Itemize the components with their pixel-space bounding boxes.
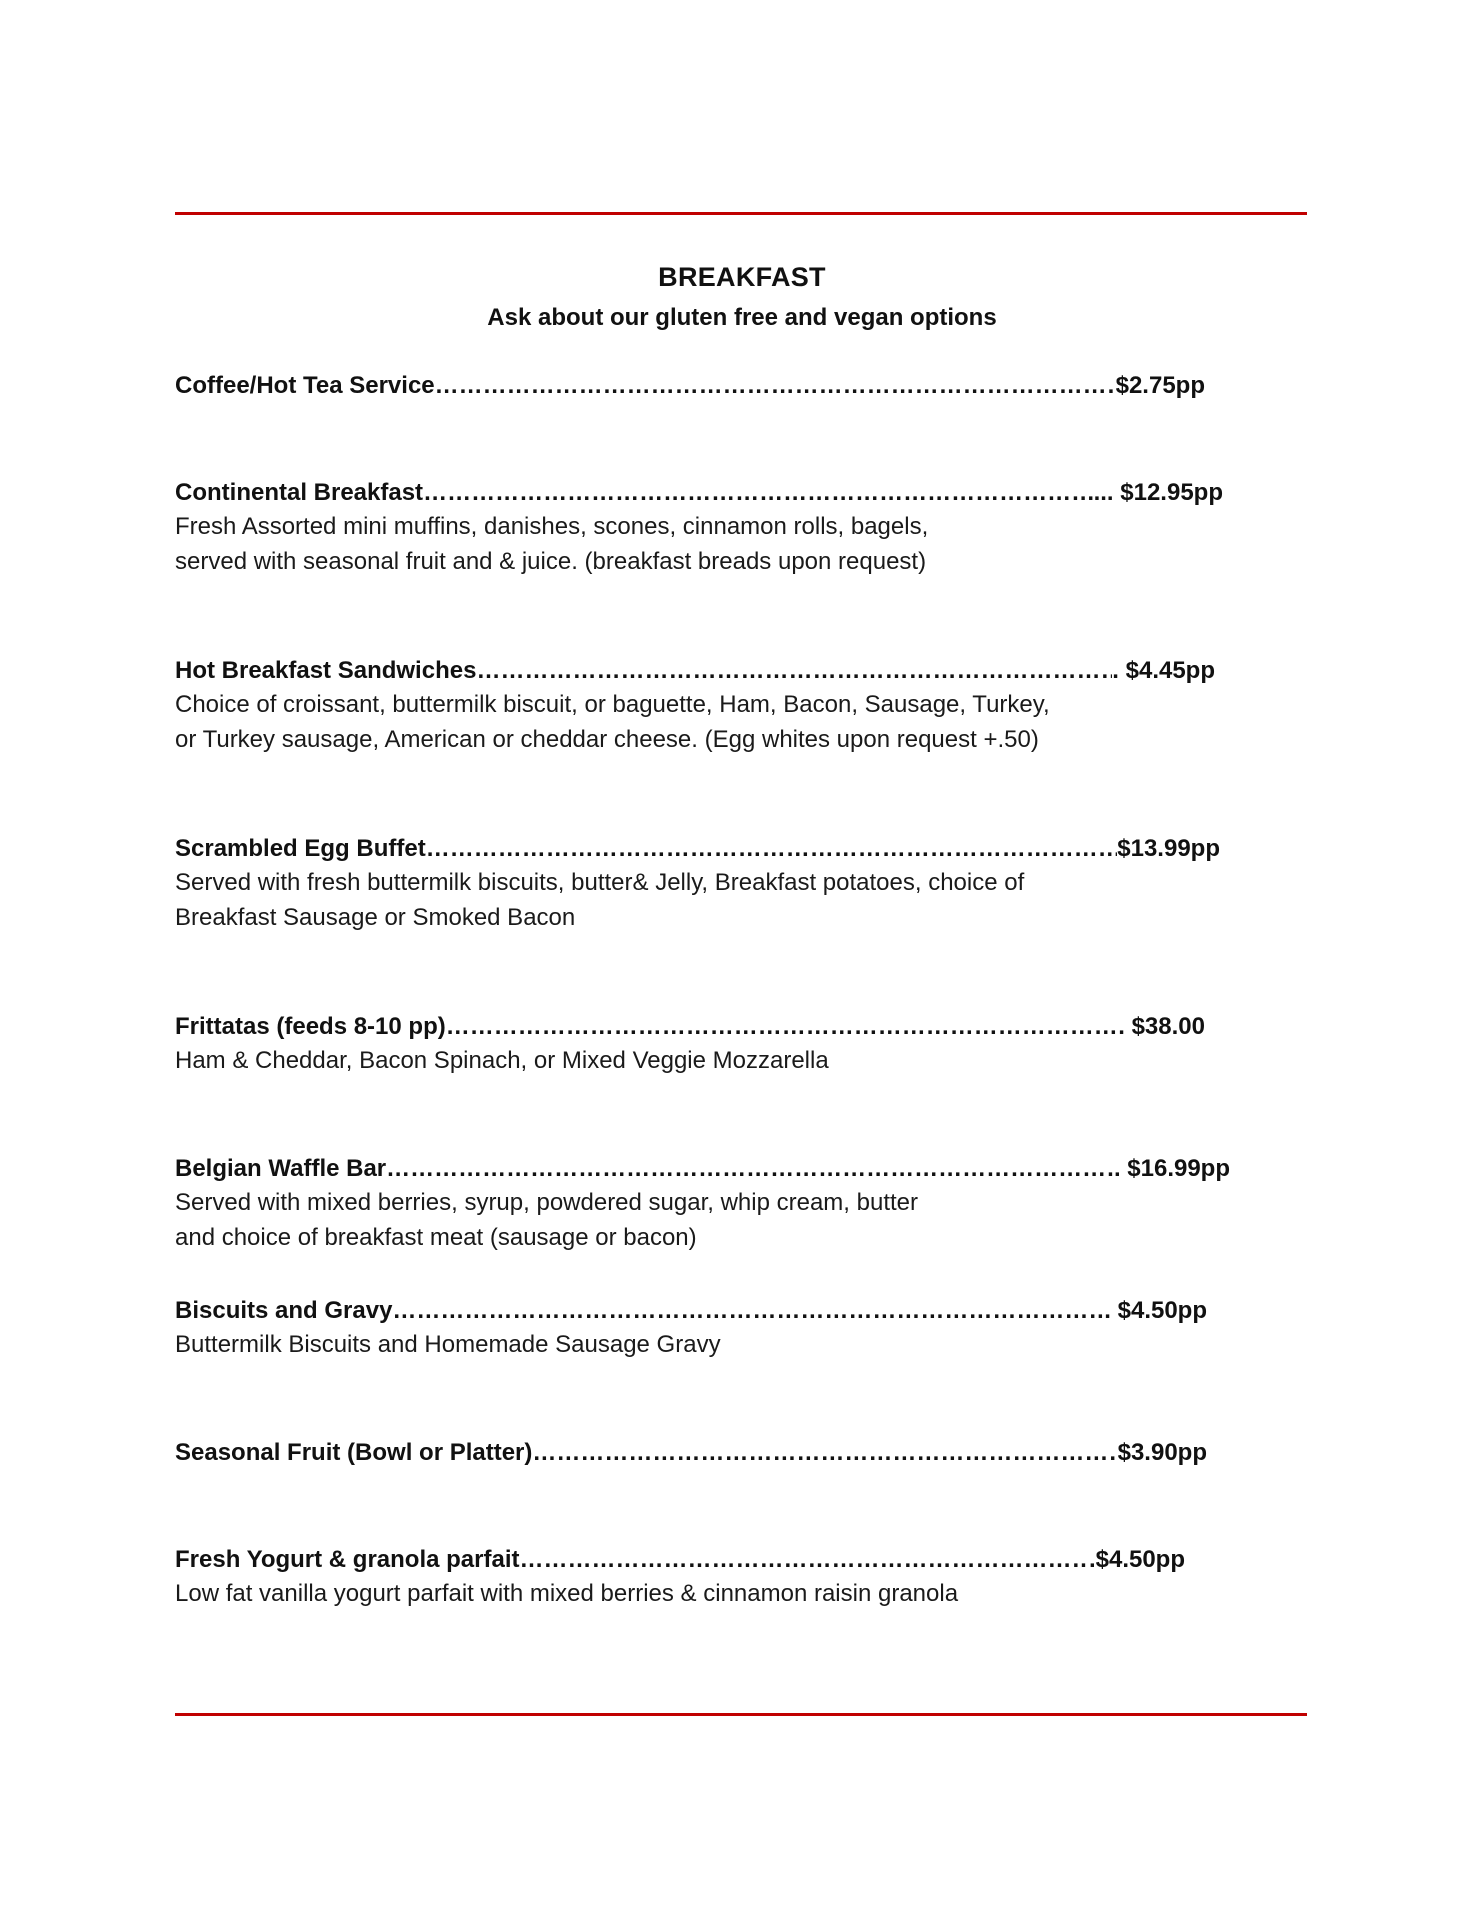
menu-item	[175, 1153, 1230, 1255]
menu-item-description: served with seasonal fruit and & juice. (breakfast breads upon request)	[175, 548, 927, 575]
menu-item-price: . $38.00	[1118, 1013, 1205, 1040]
menu-item-price: $3.90pp	[1117, 1439, 1207, 1466]
menu-item-description: Buttermilk Biscuits and Homemade Sausage Gravy	[175, 1331, 721, 1358]
menu-item-name: Frittatas (feeds 8-10 pp)	[175, 1013, 446, 1040]
menu-item-name: Seasonal Fruit (Bowl or Platter)	[175, 1439, 533, 1466]
menu-item-name: Biscuits and Gravy	[175, 1297, 393, 1324]
page-title: BREAKFAST	[658, 262, 826, 292]
menu-item-name: Belgian Waffle Bar	[175, 1155, 387, 1182]
dot-leader	[435, 370, 1116, 402]
menu-item	[175, 1544, 1185, 1611]
dot-leader	[423, 477, 1094, 509]
bottom-divider	[175, 1713, 1307, 1716]
menu-item-description: Served with mixed berries, syrup, powdered sugar, whip cream, butter	[175, 1189, 919, 1216]
dot-leader	[392, 1295, 1104, 1327]
menu-item-price: .$4.50pp	[1088, 1546, 1185, 1573]
menu-item-description: Fresh Assorted mini muffins, danishes, scones, cinnamon rolls, bagels,	[175, 513, 929, 540]
menu-item-name: Hot Breakfast Sandwiches	[175, 657, 477, 684]
menu-item-description: or Turkey sausage, American or cheddar cheese. (Egg whites upon request +.50)	[175, 726, 1039, 753]
dot-leader	[386, 1153, 1114, 1185]
menu-item	[175, 655, 1215, 757]
menu-item	[175, 370, 1205, 402]
menu-item	[175, 1295, 1207, 1362]
menu-item-description: Low fat vanilla yogurt parfait with mixed berries & cinnamon raisin granola	[175, 1580, 959, 1607]
menu-item	[175, 1011, 1205, 1078]
menu-item-name: Fresh Yogurt & granola parfait	[175, 1546, 520, 1573]
menu-item-price: . $4.50pp	[1104, 1297, 1207, 1324]
menu-item-name: Coffee/Hot Tea Service	[175, 372, 435, 399]
dot-leader	[446, 1011, 1119, 1043]
menu-item-description: Ham & Cheddar, Bacon Spinach, or Mixed Veggie Mozzarella	[175, 1047, 829, 1074]
menu-item-description: Breakfast Sausage or Smoked Bacon	[175, 904, 576, 931]
top-divider	[175, 212, 1307, 215]
menu-item-description: Served with fresh buttermilk biscuits, butter& Jelly, Breakfast potatoes, choice of	[175, 869, 1025, 896]
menu-item	[175, 1437, 1207, 1469]
menu-item-price: $13.99pp	[1117, 835, 1220, 862]
dot-leader	[520, 1544, 1089, 1576]
dot-leader	[426, 833, 1118, 865]
menu-item-price: . $16.99pp	[1113, 1155, 1230, 1182]
menu-item	[175, 477, 1223, 579]
menu-item-name: Continental Breakfast	[175, 479, 424, 506]
menu-item	[175, 833, 1220, 935]
menu-item-price: ... $12.95pp	[1093, 479, 1223, 506]
dot-leader	[476, 655, 1112, 687]
menu-item-name: Scrambled Egg Buffet	[175, 835, 426, 862]
menu-item-price: . $4.45pp	[1112, 657, 1215, 684]
dot-leader	[532, 1437, 1117, 1469]
menu-item-price: $2.75pp	[1115, 372, 1205, 399]
page-subtitle: Ask about our gluten free and vegan options	[487, 304, 997, 331]
menu-item-description: and choice of breakfast meat (sausage or bacon)	[175, 1224, 697, 1251]
menu-item-description: Choice of croissant, buttermilk biscuit, or baguette, Ham, Bacon, Sausage, Turkey,	[175, 691, 1050, 718]
